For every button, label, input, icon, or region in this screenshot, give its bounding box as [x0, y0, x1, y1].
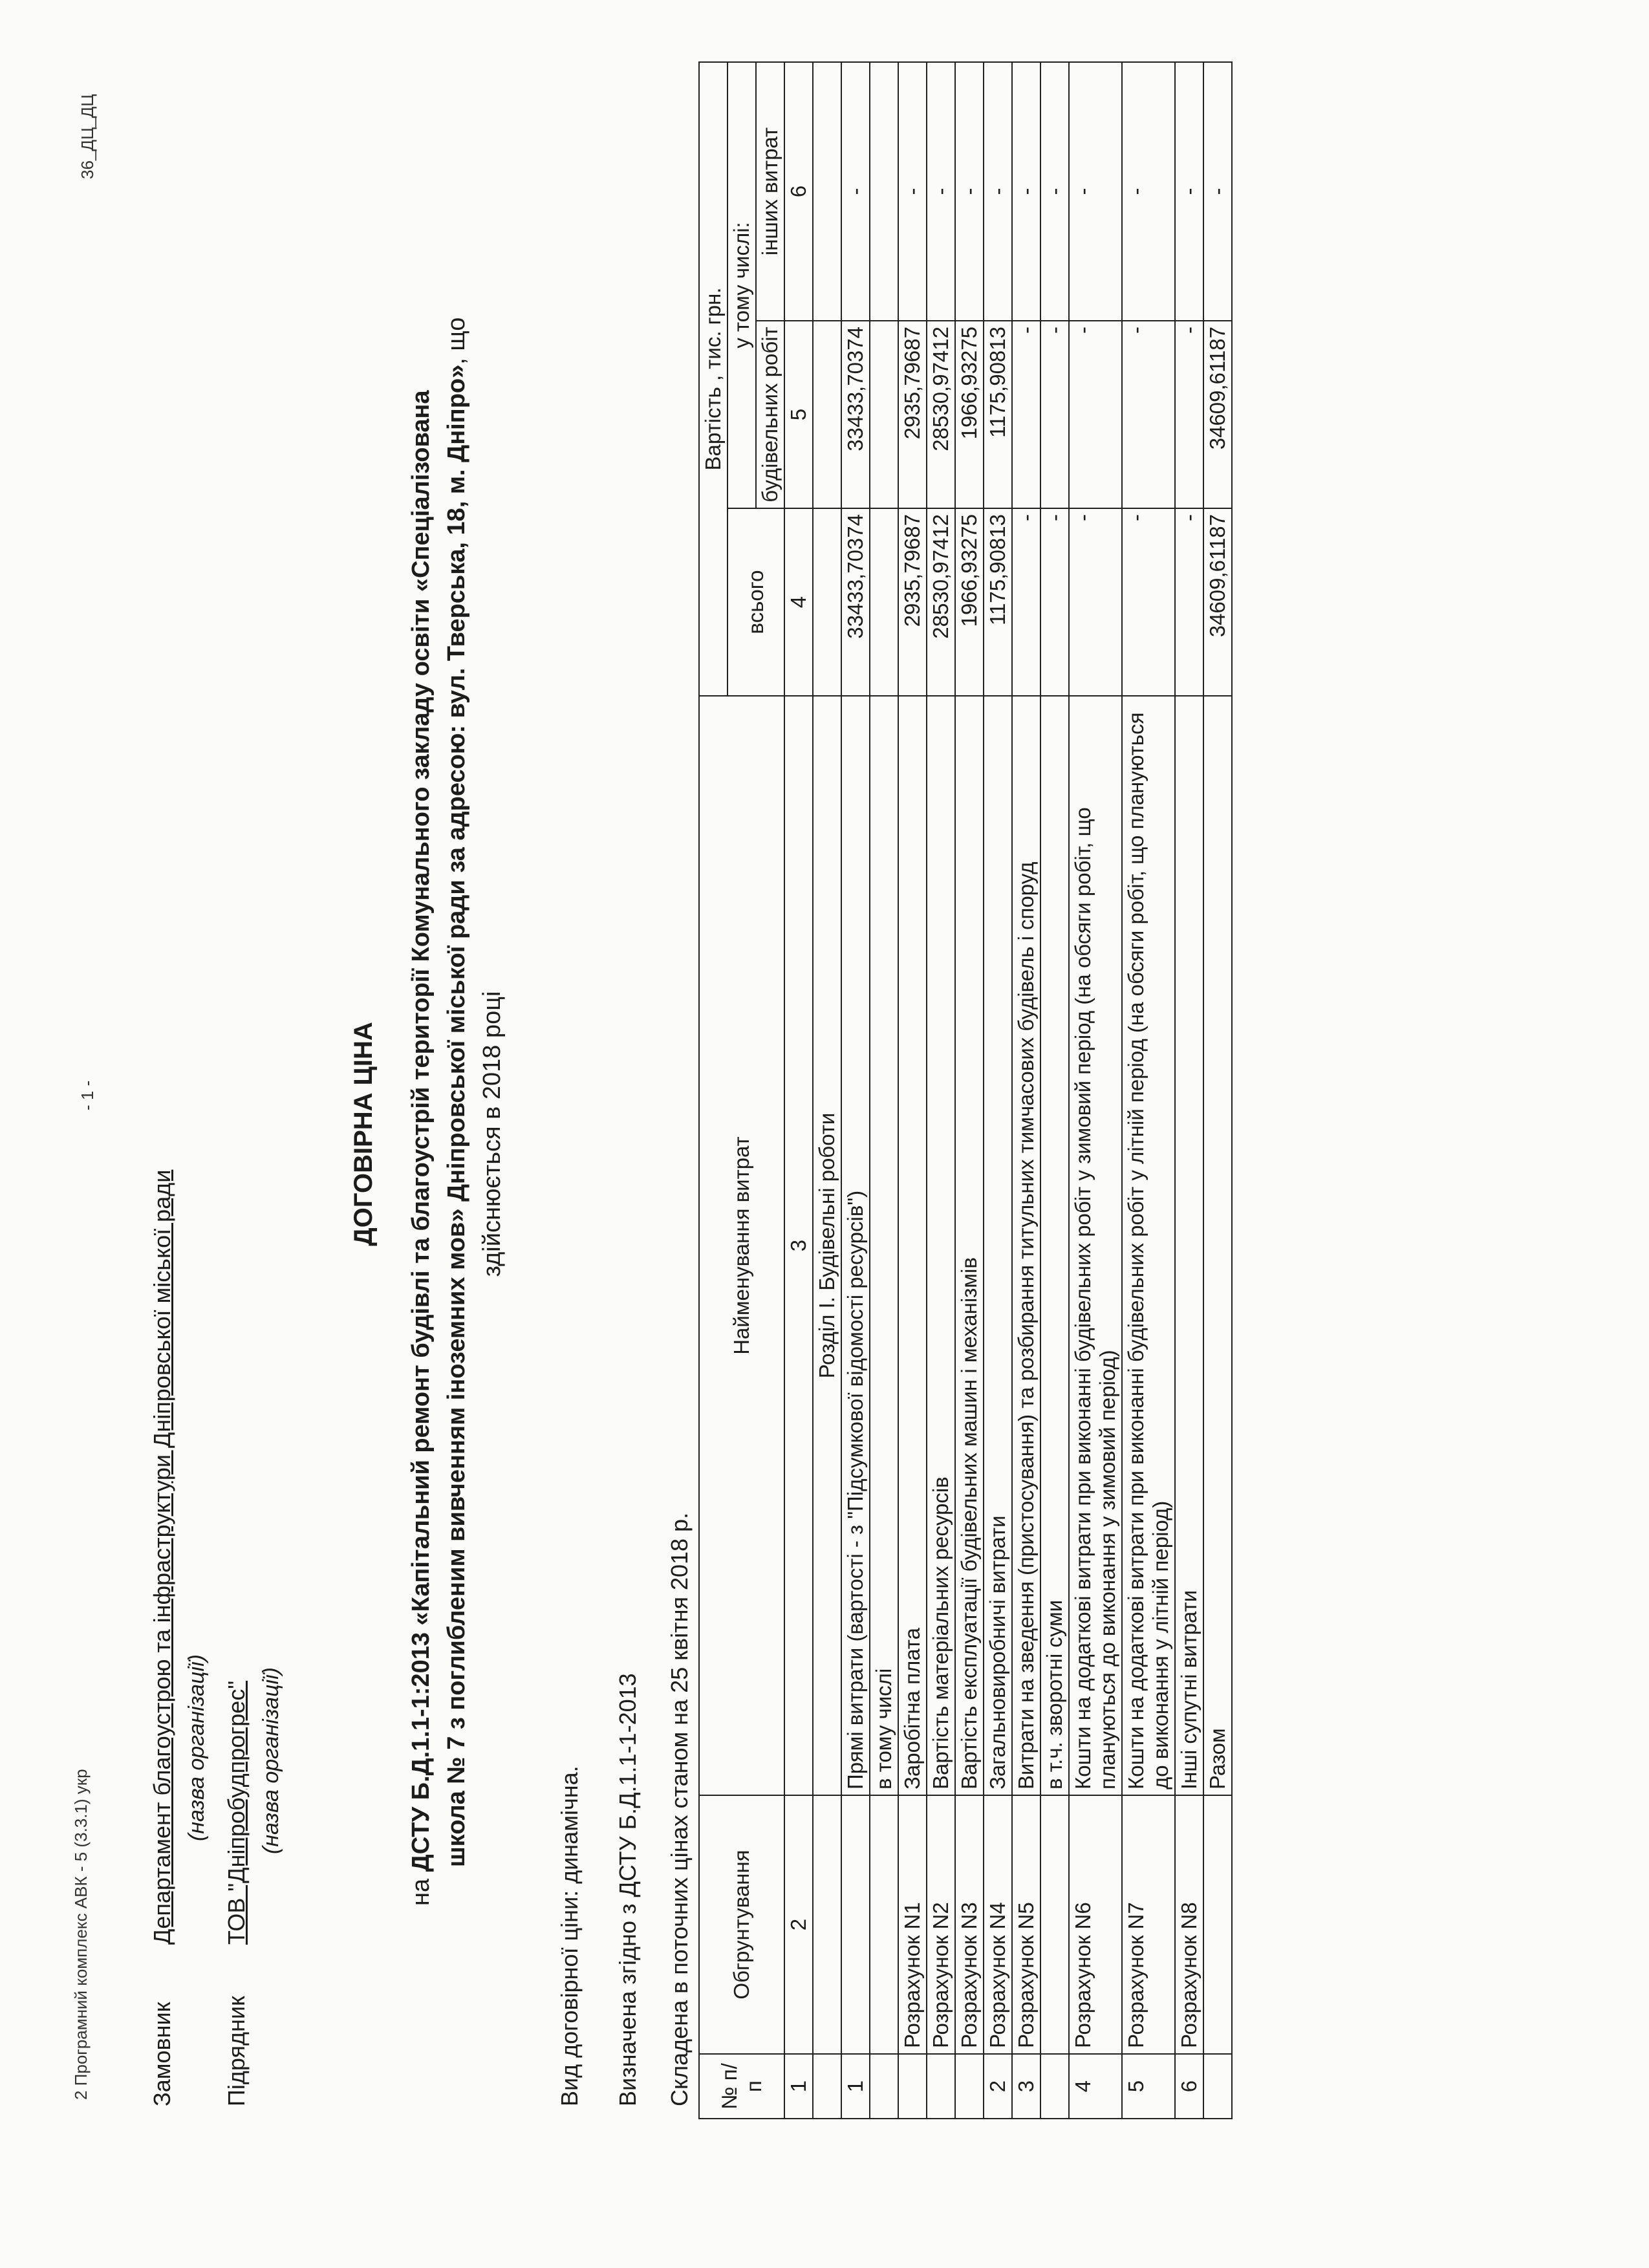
row-other: - [1040, 62, 1069, 321]
row-name: Кошти на додаткові витрати при виконанні будівельних робіт у зимовий період (на обсяги робіт, що плануються до виконання у зимовий період) [1069, 696, 1122, 1795]
row-construction: 34609,61187 [1203, 321, 1232, 508]
row-number: 6 [1175, 2054, 1203, 2119]
row-basis: Розрахунок N8 [1175, 1795, 1203, 2054]
row-number: 5 [1122, 2054, 1175, 2119]
row-construction: 33433,70374 [841, 321, 870, 508]
row-number [898, 2054, 927, 2119]
row-total: 2935,79687 [898, 508, 927, 696]
row-construction: 1966,93275 [955, 321, 984, 508]
section-cell-blank [813, 2054, 841, 2119]
row-name: в т.ч. зворотні суми [1040, 696, 1069, 1795]
row-construction: 1175,90813 [984, 321, 1012, 508]
subtitle-tail: , що [443, 317, 470, 365]
row-total: - [1040, 508, 1069, 696]
row-basis: Розрахунок N5 [1012, 1795, 1040, 2054]
header-other: інших витрат [756, 62, 784, 321]
price-type: Вид договірної ціни: динамічна. [556, 1766, 583, 2106]
table-row [955, 62, 984, 2119]
section-cell-blank [813, 62, 841, 321]
row-total: - [1175, 508, 1203, 696]
subtitle-bold-1: ДСТУ Б.Д.1.1-1:2013 «Капітальний ремонт будівлі та благоустрій території Комунального закладу освіти «Спеціалізована [407, 390, 435, 1872]
row-total: 28530,97412 [927, 508, 955, 696]
col-number: 6 [784, 62, 813, 321]
header-including: у тому числі: [727, 62, 756, 508]
table-row [927, 62, 955, 2119]
table-row [1012, 62, 1040, 2119]
table-row [870, 62, 898, 2119]
col-number: 3 [784, 696, 813, 1795]
header-cost: Вартість , тис. грн. [699, 62, 727, 696]
header-name: Найменування витрат [699, 696, 784, 1795]
row-basis: Розрахунок N3 [955, 1795, 984, 2054]
row-name: Прямі витрати (вартості - з "Підсумкової відомості ресурсів") [841, 696, 870, 1795]
customer-label: Замовник [149, 2002, 175, 2106]
row-number [1203, 2054, 1232, 2119]
header-basis: Обгрунтування [699, 1795, 784, 2054]
row-total: 33433,70374 [841, 508, 870, 696]
page-number: - 1 - [78, 1080, 97, 1110]
row-basis: Розрахунок N6 [1069, 1795, 1122, 2054]
row-name: Вартість експлуатації будівельних машин і механізмів [955, 696, 984, 1795]
row-basis: Розрахунок N1 [898, 1795, 927, 2054]
document-title: ДОГОВІРНА ЦІНА [349, 1022, 378, 1246]
contractor-name: ТОВ "Дніпробудпрогрес" [223, 1680, 250, 1945]
subtitle-line-1 [407, 390, 435, 1906]
row-basis [1203, 1795, 1232, 2054]
table-row [1069, 62, 1122, 2119]
contractor-caption: (назва організації) [259, 1667, 283, 1854]
table-row [1203, 62, 1232, 2119]
row-construction: - [1012, 321, 1040, 508]
table-row [1122, 62, 1175, 2119]
row-number: 2 [984, 2054, 1012, 2119]
table-row [841, 62, 870, 2119]
compiled-date: Складена в поточних цінах станом на 25 квітня 2018 р. [666, 1512, 693, 2106]
row-name: Витрати на зведення (пристосування) та розбирання титульних тимчасових будівель і споруд [1012, 696, 1040, 1795]
row-basis [1040, 1795, 1069, 2054]
row-other: - [955, 62, 984, 321]
row-construction: 28530,97412 [927, 321, 955, 508]
row-other: - [1122, 62, 1175, 321]
row-number [870, 2054, 898, 2119]
section-cell-blank [813, 508, 841, 696]
row-number [955, 2054, 984, 2119]
software-label: 2 Програмний комплекс АВК - 5 (3.3.1) укр [71, 1769, 91, 2100]
col-number: 5 [784, 321, 813, 508]
row-total: 1175,90813 [984, 508, 1012, 696]
header-construction: будівельних робіт [756, 321, 784, 508]
row-name: Кошти на додаткові витрати при виконанні будівельних робіт у літній період (на обсяги робіт, що плануються до виконання у літній період) [1122, 696, 1175, 1795]
row-construction: - [1069, 321, 1122, 508]
col-number: 1 [784, 2054, 813, 2119]
section-cell-blank [813, 1795, 841, 2054]
document-code: 36_ДЦ_ДЦ [78, 94, 97, 179]
row-other: - [898, 62, 927, 321]
col-number: 2 [784, 1795, 813, 2054]
row-total [870, 508, 898, 696]
header-total: всього [727, 508, 784, 696]
customer-caption: (назва організації) [184, 1654, 209, 1841]
row-name: Заробітна плата [898, 696, 927, 1795]
row-other: - [927, 62, 955, 321]
row-basis [841, 1795, 870, 2054]
row-total: - [1012, 508, 1040, 696]
table-row [1040, 62, 1069, 2119]
row-number: 1 [841, 2054, 870, 2119]
row-basis: Розрахунок N7 [1122, 1795, 1175, 2054]
row-other: - [1175, 62, 1203, 321]
row-basis: Розрахунок N2 [927, 1795, 955, 2054]
row-total: 1966,93275 [955, 508, 984, 696]
row-other: - [1203, 62, 1232, 321]
table-row [898, 62, 927, 2119]
row-name: в тому числі [870, 696, 898, 1795]
subtitle-prefix: на [407, 1878, 435, 1906]
subtitle-bold-2: школа № 7 з поглибленим вивченням іноземних мов» Дніпровської міської ради за адресою: вул. Тверська, 18, м. Дніпро» [443, 364, 470, 1867]
row-number [927, 2054, 955, 2119]
row-total: - [1069, 508, 1122, 696]
row-construction [870, 321, 898, 508]
row-total: 34609,61187 [1203, 508, 1232, 696]
row-basis: Розрахунок N4 [984, 1795, 1012, 2054]
row-other: - [1012, 62, 1040, 321]
table-row [1175, 62, 1203, 2119]
row-name: Разом [1203, 696, 1232, 1795]
section-cell-blank [813, 321, 841, 508]
row-number [1040, 2054, 1069, 2119]
defined-by: Визначена згідно з ДСТУ Б.Д.1.1-1-2013 [614, 1673, 641, 2106]
customer-name: Департамент благоустрою та інфраструктури Дніпровської міської ради [149, 1169, 175, 1945]
row-name: Інші супутні витрати [1175, 696, 1203, 1795]
row-other: - [1069, 62, 1122, 321]
row-other [870, 62, 898, 321]
row-construction: - [1175, 321, 1203, 508]
row-basis [870, 1795, 898, 2054]
row-other: - [841, 62, 870, 321]
row-construction: - [1040, 321, 1069, 508]
contractor-label: Підрядник [223, 1996, 250, 2106]
row-construction: - [1122, 321, 1175, 508]
col-number: 4 [784, 508, 813, 696]
subtitle-line-2 [443, 318, 471, 1867]
header-no: № п/п [699, 2054, 784, 2119]
table-row [984, 62, 1012, 2119]
row-number: 4 [1069, 2054, 1122, 2119]
row-number: 3 [1012, 2054, 1040, 2119]
section-title: Розділ І. Будівельні роботи [813, 696, 841, 1795]
row-total: - [1122, 508, 1175, 696]
cost-table [698, 61, 1233, 2119]
row-construction: 2935,79687 [898, 321, 927, 508]
subtitle-line-3: здійснюється в 2018 році [479, 991, 506, 1277]
row-name: Загальновиробничі витрати [984, 696, 1012, 1795]
row-other: - [984, 62, 1012, 321]
row-name: Вартість матеріальних ресурсів [927, 696, 955, 1795]
